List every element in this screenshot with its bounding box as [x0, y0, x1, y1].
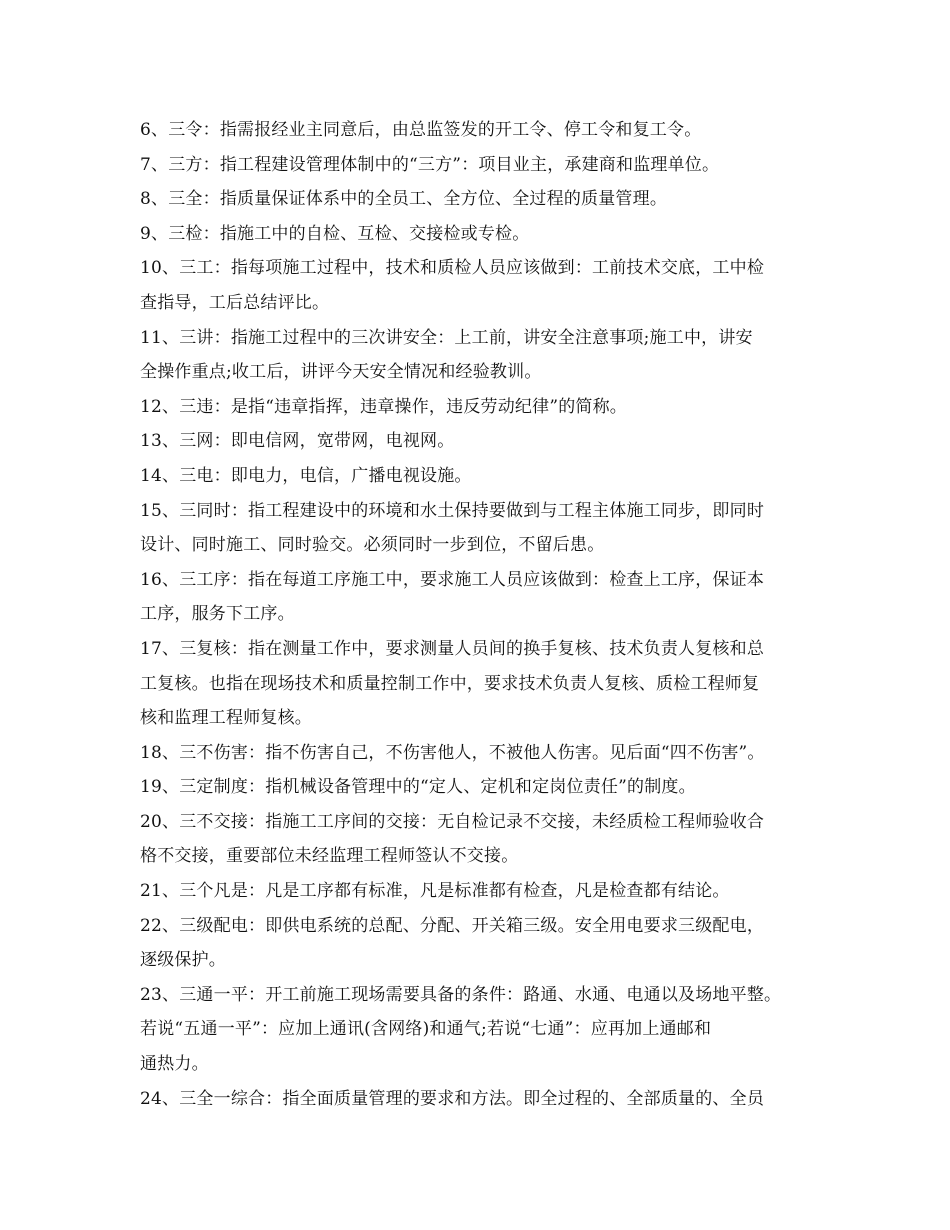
text-line: 工序，服务下工序。	[140, 604, 295, 625]
text-line: 全操作重点;收工后，讲评今天安全情况和经验教训。	[140, 362, 542, 383]
text-line: 通热力。	[140, 1054, 209, 1075]
text-line: 16、三工序：指在每道工序施工中，要求施工人员应该做到：检查上工序，保证本	[140, 569, 765, 590]
text-line: 8、三全：指质量保证体系中的全员工、全方位、全过程的质量管理。	[140, 189, 668, 210]
text-line: 7、三方：指工程建设管理体制中的“三方”：项目业主，承建商和监理单位。	[140, 154, 720, 175]
text-line: 18、三不伤害：指不伤害自己，不伤害他人，不被他人伤害。见后面“四不伤害”。	[140, 742, 765, 763]
text-line: 15、三同时：指工程建设中的环境和水土保持要做到与工程主体施工同步，即同时	[140, 500, 765, 521]
text-line: 10、三工：指每项施工过程中，技术和质检人员应该做到：工前技术交底，工中检	[140, 258, 765, 279]
text-line: 13、三网：即电信网，宽带网，电视网。	[140, 431, 455, 452]
text-line: 23、三通一平：开工前施工现场需要具备的条件：路通、水通、电通以及场地平整。	[140, 984, 782, 1005]
text-line: 20、三不交接：指施工工序间的交接：无自检记录不交接，未经质检工程师验收合	[140, 811, 765, 832]
text-line: 6、三令：指需报经业主同意后，由总监签发的开工令、停工令和复工令。	[140, 120, 702, 140]
text-line: 设计、同时施工、同时验交。必须同时一步到位，不留后患。	[140, 535, 605, 556]
text-line: 14、三电：即电力，电信，广播电视设施。	[140, 465, 472, 486]
document-body	[140, 113, 830, 1116]
text-line: 24、三全一综合：指全面质量管理的要求和方法。即全过程的、全部质量的、全员	[140, 1088, 765, 1109]
text-line: 21、三个凡是：凡是工序都有标准，凡是标准都有检查，凡是检查都有结论。	[140, 881, 730, 902]
text-line: 17、三复核：指在测量工作中，要求测量人员间的换手复核、技术负责人复核和总	[140, 638, 765, 659]
text-line: 9、三检：指施工中的自检、互检、交接检或专检。	[140, 223, 530, 244]
text-line: 11、三讲：指施工过程中的三次讲安全：上工前，讲安全注意事项;施工中，讲安	[140, 327, 753, 348]
text-line: 格不交接，重要部位未经监理工程师签认不交接。	[140, 846, 519, 867]
text-line: 查指导，工后总结评比。	[140, 292, 330, 313]
text-line: 若说“五通一平”：应加上通讯(含网络)和通气;若说“七通”：应再加上通邮和	[140, 1019, 712, 1040]
text-line: 12、三违：是指“违章指挥，违章操作，违反劳动纪律”的简称。	[140, 396, 628, 417]
text-line: 工复核。也指在现场技术和质量控制工作中，要求技术负责人复核、质检工程师复	[140, 673, 760, 694]
text-line: 逐级保护。	[140, 950, 226, 971]
text-line: 19、三定制度：指机械设备管理中的“定人、定机和定岗位责任”的制度。	[140, 777, 696, 798]
text-line: 22、三级配电：即供电系统的总配、分配、开关箱三级。安全用电要求三级配电，	[140, 915, 765, 936]
text-line: 核和监理工程师复核。	[140, 708, 312, 729]
